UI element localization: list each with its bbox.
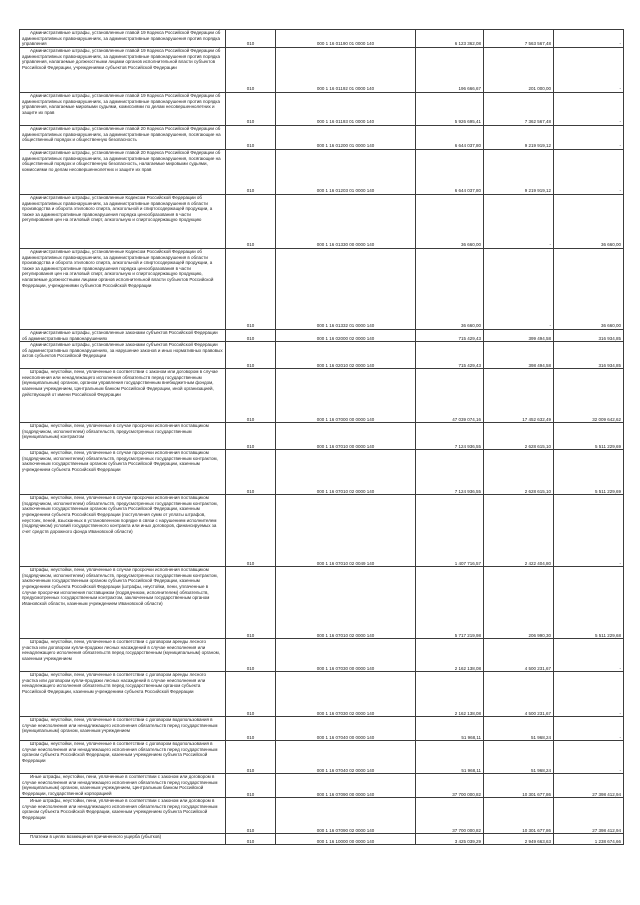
table-row (20, 93, 624, 126)
row-unexecuted-cell: - (554, 48, 624, 93)
row-code-cell: 010 (226, 249, 276, 330)
row-unexecuted-cell: 5 511 229,68 (554, 567, 624, 639)
table-row (20, 423, 624, 450)
row-name-cell: Платежи в целях возмещения причиненного ущерба (убытков) (20, 834, 226, 845)
table-row (20, 834, 624, 845)
row-code-cell: 010 (226, 834, 276, 845)
table-row (20, 126, 624, 150)
row-executed-cell: 398 494,58 (484, 342, 554, 369)
row-name-cell: Штрафы, неустойки, пени, уплаченные в случае просрочки исполнения поставщиком (подрядчиком, исполнителем) обязательств, предусмотренных государственным контрактом, заключенным государственным органом субъекта Российской Федерации, казенным учреждением субъекта Российской Федерации (поступления сумм от уплаты штрафов, неустоек, пеней, взысканных в установленном порядке в связи с нарушением исполнителем (подрядчиком) условий государственного контракта или иных договоров, финансируемых за счет средств дорожного фонда Ивановской области) (20, 495, 226, 567)
row-code-cell: 010 (226, 195, 276, 249)
row-code-cell: 010 (226, 150, 276, 195)
row-executed-cell: 10 301 677,86 (484, 798, 554, 834)
table-row (20, 330, 624, 342)
row-approved-cell: 5 926 695,41 (416, 93, 484, 126)
row-executed-cell: 9 219 919,12 (484, 150, 554, 195)
row-approved-cell: 37 700 000,82 (416, 798, 484, 834)
table-row (20, 741, 624, 774)
row-unexecuted-cell: 316 934,85 (554, 330, 624, 342)
row-name-cell: Штрафы, неустойки, пени, уплаченные в соответствии с договором аренды лесного участка или договором купли-продажи лесных насаждений в случае неисполнения или ненадлежащего исполнения обязательств перед государственным (муниципальным) органом, казенным учреждением (20, 639, 226, 672)
row-approved-cell: 51 968,11 (416, 741, 484, 774)
row-unexecuted-cell: - (554, 639, 624, 672)
row-unexecuted-cell: - (554, 495, 624, 567)
row-code-cell: 010 (226, 672, 276, 717)
row-unexecuted-cell: 5 511 229,69 (554, 450, 624, 495)
table-row (20, 150, 624, 195)
row-kbk-cell: 000 1 16 01190 01 0000 140 (276, 30, 416, 48)
row-code-cell: 010 (226, 126, 276, 150)
row-code-cell: 010 (226, 423, 276, 450)
row-code-cell: 010 (226, 741, 276, 774)
table-body (20, 30, 624, 845)
table-row (20, 495, 624, 567)
row-name-cell: Административные штрафы, установленные главой 20 Кодекса Российской Федерации об административных правонарушениях, за административные правонарушения, посягающие на общественный порядок и общественную безопасность, налагаемые мировыми судьями, комиссиями по делам несовершеннолетних и защите их прав (20, 150, 226, 195)
table-row (20, 30, 624, 48)
row-approved-cell: 196 666,67 (416, 48, 484, 93)
row-kbk-cell: 000 1 16 07040 00 0000 140 (276, 717, 416, 741)
row-unexecuted-cell: 32 009 642,62 (554, 369, 624, 423)
row-kbk-cell: 000 1 16 01193 01 0000 140 (276, 93, 416, 126)
report-sheet (19, 29, 623, 845)
row-name-cell: Иные штрафы, неустойки, пени, уплаченные в соответствии с законом или договором в случае неисполнения или ненадлежащего исполнения обязательств перед государственным (муниципальным) органом, казенным учреждением, Центральным банком Российской Федерации, государственной корпорацией (20, 774, 226, 798)
row-kbk-cell: 000 1 16 02010 02 0000 140 (276, 342, 416, 369)
row-unexecuted-cell: 316 934,85 (554, 342, 624, 369)
row-executed-cell: 9 219 919,12 (484, 126, 554, 150)
row-unexecuted-cell: 36 660,00 (554, 249, 624, 330)
row-code-cell: 010 (226, 717, 276, 741)
row-unexecuted-cell: - (554, 672, 624, 717)
row-unexecuted-cell: - (554, 126, 624, 150)
table-row (20, 774, 624, 798)
table-row (20, 639, 624, 672)
row-approved-cell: 7 124 936,55 (416, 423, 484, 450)
table-row (20, 249, 624, 330)
row-code-cell: 010 (226, 93, 276, 126)
row-name-cell: Административные штрафы, установленные Кодексом Российской Федерации об административных правонарушениях, за административные правонарушения в области производства и оборота этилового спирта, алкогольной и спиртосодержащей продукции, а также за административные правонарушения порядка ценообразования в части регулирования цен на этиловый спирт, алкогольную и спиртосодержащую продукцию, налагаемые должностными лицами органов исполнительной власти субъектов Российской Федерации, учреждениями субъектов Российской Федерации (20, 249, 226, 330)
row-executed-cell: 2 628 615,10 (484, 423, 554, 450)
row-code-cell: 010 (226, 342, 276, 369)
row-executed-cell: 2 949 663,63 (484, 834, 554, 845)
row-name-cell: Иные штрафы, неустойки, пени, уплаченные в соответствии с законом или договором в случае неисполнения или ненадлежащего исполнения обязательств перед государственным органом субъекта Российской Федерации, казенным учреждением субъекта Российской Федерации (20, 798, 226, 834)
row-unexecuted-cell: 36 660,00 (554, 195, 624, 249)
row-approved-cell: 2 162 138,08 (416, 672, 484, 717)
row-kbk-cell: 000 1 16 07090 00 0000 140 (276, 774, 416, 798)
row-executed-cell: 17 452 632,49 (484, 369, 554, 423)
row-approved-cell: 5 717 219,98 (416, 567, 484, 639)
row-approved-cell: 715 429,43 (416, 342, 484, 369)
row-name-cell: Административные штрафы, установленные главой 19 Кодекса Российской Федерации об административных правонарушениях, за административные правонарушения против порядка управления (20, 30, 226, 48)
row-name-cell: Штрафы, неустойки, пени, уплаченные в соответствии с договором аренды лесного участка или договором купли-продажи лесных насаждений в случае неисполнения или ненадлежащего исполнения обязательств перед государственным органом субъекта Российской Федерации, казенным учреждением субъекта Российской Федерации (20, 672, 226, 717)
row-kbk-cell: 000 1 16 01203 01 0000 140 (276, 150, 416, 195)
row-name-cell: Административные штрафы, установленные главой 19 Кодекса Российской Федерации об административных правонарушениях, за административные правонарушения против порядка управления, налагаемые должностными лицами органов исполнительной власти субъектов Российской Федерации, учреждениями субъектов Российской Федерации (20, 48, 226, 93)
table-row (20, 48, 624, 93)
row-executed-cell: 2 628 615,10 (484, 450, 554, 495)
row-approved-cell: 36 660,00 (416, 195, 484, 249)
row-executed-cell: 7 563 567,48 (484, 30, 554, 48)
row-kbk-cell: 000 1 16 01332 01 0000 140 (276, 249, 416, 330)
table-row (20, 450, 624, 495)
row-approved-cell: 3 425 039,29 (416, 834, 484, 845)
row-executed-cell: 51 968,24 (484, 741, 554, 774)
row-approved-cell: 6 123 362,08 (416, 30, 484, 48)
row-kbk-cell: 000 1 16 07030 00 0000 140 (276, 639, 416, 672)
row-code-cell: 010 (226, 330, 276, 342)
row-name-cell: Штрафы, неустойки, пени, уплаченные в случае просрочки исполнения поставщиком (подрядчиком, исполнителем) обязательств, предусмотренных государственным контрактом, заключенным государственным органом субъекта Российской Федерации, казенным учреждением субъекта Российской Федерации (штрафы, неустойки, пени, уплаченные в случае просрочки исполнения поставщиком (подрядчиком, исполнителем) обязательств, предусмотренных государственным контрактом, заключенным государственным органом Ивановской области, казенным учреждением Ивановской области) (20, 567, 226, 639)
row-approved-cell: 6 644 037,80 (416, 150, 484, 195)
row-code-cell: 010 (226, 369, 276, 423)
table-row (20, 567, 624, 639)
row-code-cell: 010 (226, 30, 276, 48)
row-unexecuted-cell: 27 398 412,94 (554, 798, 624, 834)
row-kbk-cell: 000 1 16 07000 00 0000 140 (276, 369, 416, 423)
row-name-cell: Административные штрафы, установленные главой 19 Кодекса Российской Федерации об административных правонарушениях, за административные правонарушения против порядка управления, налагаемые мировыми судьями, комиссиями по делам несовершеннолетних и защите их прав (20, 93, 226, 126)
row-code-cell: 010 (226, 450, 276, 495)
row-name-cell: Административные штрафы, установленные Кодексом Российской Федерации об административных правонарушениях, за административные правонарушения в области производства и оборота этилового спирта, алкогольной и спиртосодержащей продукции, а также за административные правонарушения порядка ценообразования в части регулирования цен на этиловый спирт, алкогольную и спиртосодержащую продукцию (20, 195, 226, 249)
row-executed-cell: 206 990,30 (484, 567, 554, 639)
row-executed-cell: - (484, 195, 554, 249)
table-row (20, 717, 624, 741)
row-kbk-cell: 000 1 16 07010 00 0000 140 (276, 423, 416, 450)
row-approved-cell: 47 039 074,16 (416, 369, 484, 423)
row-executed-cell: 399 494,58 (484, 330, 554, 342)
row-approved-cell: 36 660,00 (416, 249, 484, 330)
row-kbk-cell: 000 1 16 07010 02 0049 140 (276, 495, 416, 567)
row-unexecuted-cell: 1 238 674,66 (554, 834, 624, 845)
row-kbk-cell: 000 1 16 07040 02 0000 140 (276, 741, 416, 774)
row-unexecuted-cell: - (554, 741, 624, 774)
row-unexecuted-cell: - (554, 717, 624, 741)
row-code-cell: 010 (226, 639, 276, 672)
row-executed-cell: 51 968,24 (484, 717, 554, 741)
row-unexecuted-cell: - (554, 93, 624, 126)
row-name-cell: Штрафы, неустойки, пени, уплаченные в соответствии с законом или договором в случае неисполнения или ненадлежащего исполнения обязательств перед государственным (муниципальным) органом, органом управления государственным внебюджетным фондом, казенным учреждением, Центральным банком Российской Федерации, иной организацией, действующей от имени Российской Федерации (20, 369, 226, 423)
row-name-cell: Штрафы, неустойки, пени, уплаченные в случае просрочки исполнения поставщиком (подрядчиком, исполнителем) обязательств, предусмотренных государственным контрактом, заключенным государственным органом субъекта Российской Федерации, казенным учреждением субъекта Российской Федерации (20, 450, 226, 495)
table-row (20, 798, 624, 834)
row-name-cell: Штрафы, неустойки, пени, уплаченные в случае просрочки исполнения поставщиком (подрядчиком, исполнителем) обязательств, предусмотренных государственным (муниципальным) контрактом (20, 423, 226, 450)
row-approved-cell: 6 644 037,80 (416, 126, 484, 150)
table-row (20, 195, 624, 249)
row-code-cell: 010 (226, 567, 276, 639)
row-approved-cell: 37 700 000,82 (416, 774, 484, 798)
table-row (20, 672, 624, 717)
row-kbk-cell: 000 1 16 01330 00 0000 140 (276, 195, 416, 249)
row-code-cell: 010 (226, 48, 276, 93)
row-unexecuted-cell: 5 511 229,69 (554, 423, 624, 450)
row-executed-cell: 4 500 231,67 (484, 672, 554, 717)
row-unexecuted-cell: - (554, 30, 624, 48)
row-executed-cell: 10 301 677,86 (484, 774, 554, 798)
row-approved-cell: 1 407 716,57 (416, 495, 484, 567)
row-kbk-cell: 000 1 16 07090 02 0000 140 (276, 798, 416, 834)
row-kbk-cell: 000 1 16 01192 01 0000 140 (276, 48, 416, 93)
row-code-cell: 010 (226, 774, 276, 798)
row-approved-cell: 2 162 138,08 (416, 639, 484, 672)
table-row (20, 369, 624, 423)
row-approved-cell: 715 429,43 (416, 330, 484, 342)
row-unexecuted-cell: - (554, 150, 624, 195)
row-kbk-cell: 000 1 16 10000 00 0000 140 (276, 834, 416, 845)
row-code-cell: 010 (226, 798, 276, 834)
row-executed-cell: 201 000,00 (484, 48, 554, 93)
row-approved-cell: 51 968,11 (416, 717, 484, 741)
row-executed-cell: 4 500 231,67 (484, 639, 554, 672)
table-row (20, 342, 624, 369)
row-kbk-cell: 000 1 16 02000 02 0000 140 (276, 330, 416, 342)
row-unexecuted-cell: 27 398 412,94 (554, 774, 624, 798)
row-kbk-cell: 000 1 16 07010 02 0000 140 (276, 567, 416, 639)
row-code-cell: 010 (226, 495, 276, 567)
row-name-cell: Штрафы, неустойки, пени, уплаченные в соответствии с договором водопользования в случае неисполнения или ненадлежащего исполнения обязательств перед государственным (муниципальным) органом, казенным учреждением (20, 717, 226, 741)
row-name-cell: Административные штрафы, установленные законами субъектов Российской Федерации об административных правонарушениях (20, 330, 226, 342)
row-name-cell: Штрафы, неустойки, пени, уплаченные в соответствии с договором водопользования в случае неисполнения или ненадлежащего исполнения обязательств перед государственным органом субъекта Российской Федерации, казенным учреждением субъекта Российской Федерации (20, 741, 226, 774)
row-kbk-cell: 000 1 16 07010 02 0000 140 (276, 450, 416, 495)
revenue-table (19, 29, 624, 845)
row-executed-cell: - (484, 249, 554, 330)
row-kbk-cell: 000 1 16 07030 02 0000 140 (276, 672, 416, 717)
row-approved-cell: 7 124 936,55 (416, 450, 484, 495)
row-executed-cell: 2 422 404,80 (484, 495, 554, 567)
row-name-cell: Административные штрафы, установленные законами субъектов Российской Федерации об административных правонарушениях, за нарушение законов и иных нормативных правовых актов субъектов Российской Федерации (20, 342, 226, 369)
row-kbk-cell: 000 1 16 01200 01 0000 140 (276, 126, 416, 150)
row-executed-cell: 7 362 567,48 (484, 93, 554, 126)
row-name-cell: Административные штрафы, установленные главой 20 Кодекса Российской Федерации об административных правонарушениях, за административные правонарушения, посягающие на общественный порядок и общественную безопасность (20, 126, 226, 150)
